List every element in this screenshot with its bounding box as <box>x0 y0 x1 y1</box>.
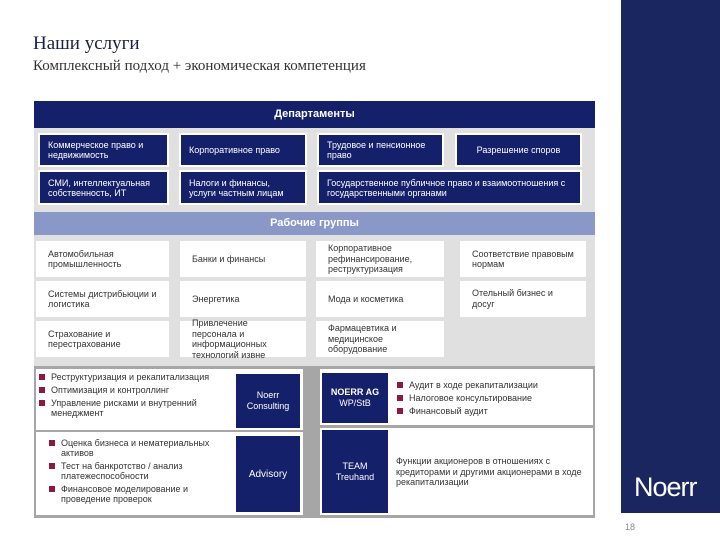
wg-banking-finance <box>180 241 306 277</box>
bullet-item: Финансовое моделирование и проведение проверок <box>48 484 230 504</box>
noerr-ag-label-line2: WP/StB <box>339 398 371 408</box>
dept-label: Коммерческое право и недвижимость <box>48 140 144 160</box>
team-label-line2: Treuhand <box>335 471 375 482</box>
dept-dispute-resolution <box>455 133 582 167</box>
bullet-square-icon <box>49 463 55 469</box>
wg-compliance <box>460 241 586 277</box>
bullet-item: Управление рисками и внутренний менеджмент <box>38 398 228 418</box>
bullet-square-icon <box>39 387 45 393</box>
wg-label: Привлечение персонала и информационных технологий извне <box>192 318 267 360</box>
wg-label: Банки и финансы <box>192 253 266 264</box>
bullet-item: Налоговое консультирование <box>396 393 586 403</box>
dept-corporate-law <box>179 133 307 167</box>
consulting-label-line1: Noerr <box>256 390 280 400</box>
working-groups-header: Рабочие группы <box>34 212 595 235</box>
wg-label: Мода и косметика <box>328 293 404 304</box>
wg-outsourcing <box>180 318 306 360</box>
dept-label: Трудовое и пенсионное право <box>327 140 426 160</box>
bullet-item: Финансовый аудит <box>396 406 586 416</box>
wg-hospitality-leisure <box>460 281 586 317</box>
dept-label: Государственное публичное право и взаимоотношения с государственными органами <box>327 177 566 198</box>
wg-energy <box>180 281 306 317</box>
wg-label: Фармацевтика и медицинское оборудование <box>328 323 397 355</box>
advisory-box <box>234 434 302 514</box>
dept-labor-law <box>317 133 444 167</box>
team-label-line1: TEAM <box>342 460 368 471</box>
dept-public-law <box>317 170 582 205</box>
wg-label: Страхование и перестрахование <box>48 328 121 349</box>
page-subtitle: Комплексный подход + экономическая компетенция <box>33 58 366 74</box>
wg-label: Отельный бизнес и досуг <box>472 288 553 309</box>
page-number: 18 <box>625 522 636 532</box>
wg-automotive <box>36 241 169 277</box>
wg-label: Соответствие правовым нормам <box>472 248 574 269</box>
consulting-bullets <box>38 372 228 421</box>
wg-distribution-logistics <box>36 281 169 317</box>
wg-corporate-refinancing <box>316 241 444 277</box>
wg-insurance <box>36 321 169 357</box>
dept-media-ip-it <box>38 170 169 205</box>
departments-header: Департаменты <box>34 101 595 128</box>
noerr-consulting-box <box>234 372 302 430</box>
wg-label: Корпоративное рефинансирование, реструктуризация <box>328 243 413 275</box>
bullet-square-icon <box>39 400 45 406</box>
bullet-item: Оценка бизнеса и нематериальных активов <box>48 438 230 458</box>
noerr-ag-bullets <box>396 380 586 419</box>
bullet-item: Тест на банкротство / анализ платежеспособности <box>48 461 230 481</box>
page-title: Наши услуги <box>33 33 140 54</box>
wg-pharma-medical <box>316 321 444 357</box>
dept-label: СМИ, интеллектуальная собственность, ИТ <box>48 177 151 198</box>
dept-label: Разрешение споров <box>476 145 561 155</box>
dept-label: Корпоративное право <box>189 145 280 155</box>
bullet-item: Реструктуризация и рекапитализация <box>38 372 228 382</box>
brand-sidebar <box>621 0 720 513</box>
noerr-ag-box <box>320 371 390 425</box>
dept-commercial-law <box>38 133 169 167</box>
card-divider <box>36 430 303 432</box>
bullet-square-icon <box>39 374 45 380</box>
bullet-item: Аудит в ходе рекапитализации <box>396 380 586 390</box>
bullet-item: Оптимизация и контроллинг <box>38 385 228 395</box>
noerr-ag-label-line1: NOERR AG <box>330 387 380 397</box>
team-treuhand-description: Функции акционеров в отношениях с кредиторами и другими акционерами в ходе рекапитализации <box>396 456 582 487</box>
wg-label: Системы дистрибьюции и логистика <box>48 288 157 309</box>
bullet-square-icon <box>49 440 55 446</box>
consulting-label-line2: Consulting <box>246 401 290 411</box>
wg-fashion-cosmetics <box>316 281 444 317</box>
bullet-square-icon <box>397 382 403 388</box>
bullet-square-icon <box>49 486 55 492</box>
bullet-square-icon <box>397 395 403 401</box>
wg-label: Автомобильная промышленность <box>48 248 122 269</box>
advisory-bullets <box>48 438 230 507</box>
team-treuhand-box <box>320 428 390 515</box>
advisory-label: Advisory <box>248 468 288 480</box>
dept-tax-finance <box>179 170 307 205</box>
dept-label: Налоги и финансы, услуги частным лицам <box>189 177 284 198</box>
noerr-logo: Noerr <box>634 472 697 502</box>
bullet-square-icon <box>397 408 403 414</box>
wg-label: Энергетика <box>192 293 240 304</box>
